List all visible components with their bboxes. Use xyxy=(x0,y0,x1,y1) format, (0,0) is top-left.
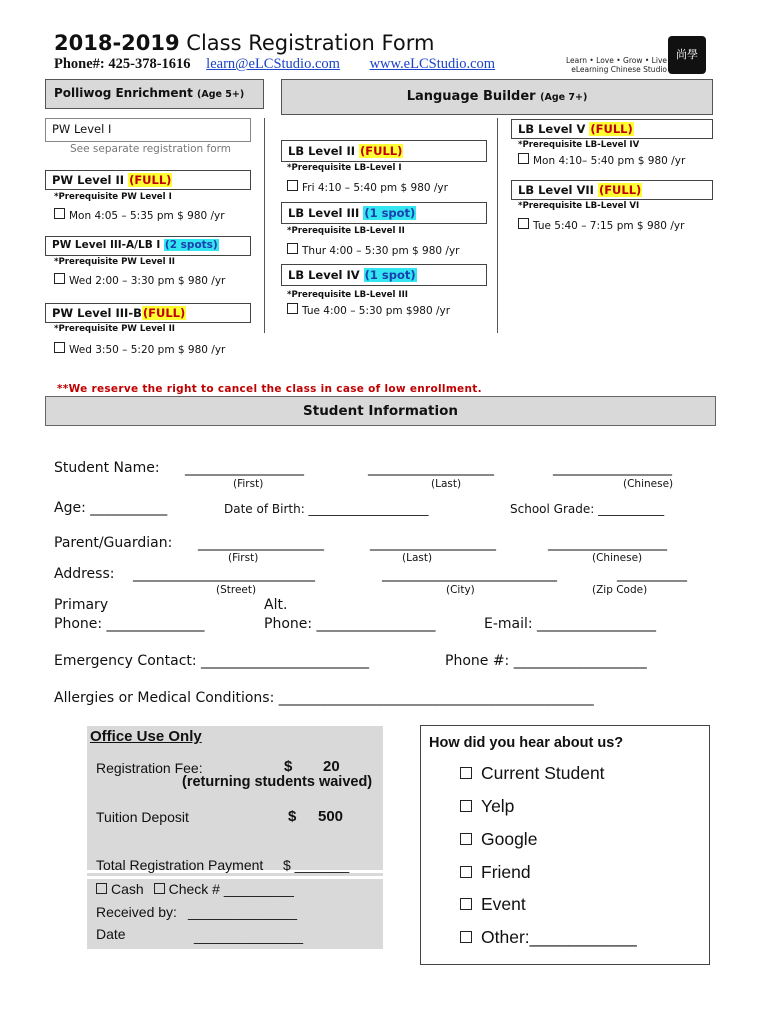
zip-field[interactable]: __________ xyxy=(617,566,687,582)
event-checkbox[interactable] xyxy=(460,898,472,910)
lb-level-2-name: LB Level II xyxy=(288,144,360,158)
pw-level-3b-schedule xyxy=(54,342,225,356)
lb-level-2-schedule xyxy=(287,180,448,194)
lb-level-2-status: (FULL) xyxy=(360,144,403,158)
zip-caption: (Zip Code) xyxy=(592,584,648,596)
pw-level-3b-checkbox[interactable] xyxy=(54,342,65,353)
lb-level-5-time: Mon 4:10– 5:40 pm $ 980 /yr xyxy=(533,155,686,167)
option-event[interactable] xyxy=(460,894,526,915)
option-yelp[interactable] xyxy=(460,796,514,817)
school-grade-field[interactable]: School Grade: ___________ xyxy=(510,502,665,516)
chinese-caption: (Chinese) xyxy=(623,478,674,490)
option-other[interactable] xyxy=(460,927,637,948)
pw-level-3b-name: PW Level III-B xyxy=(52,306,142,320)
pw-level-2-time: Mon 4:05 – 5:35 pm $ 980 /yr xyxy=(69,210,225,222)
lb-level-4-checkbox[interactable] xyxy=(287,303,298,314)
city-caption: (City) xyxy=(446,584,475,596)
website-link[interactable]: www.eLCStudio.com xyxy=(369,56,496,72)
registration-fee-value: 20 xyxy=(323,758,340,775)
google-label: Google xyxy=(481,829,538,849)
cash-label: Cash xyxy=(111,881,144,897)
lb-level-3-schedule xyxy=(287,243,460,257)
yelp-label: Yelp xyxy=(481,796,515,816)
polliwog-age: (Age 5+) xyxy=(197,89,245,100)
lb-level-3-prereq: *Prerequisite LB-Level II xyxy=(287,226,405,236)
lb-level-5-schedule xyxy=(518,153,685,167)
city-field[interactable]: _________________________ xyxy=(382,566,557,582)
pw-level-2-checkbox[interactable] xyxy=(54,208,65,219)
lb-title: Language Builder xyxy=(406,89,536,104)
title-year: 2018-2019 xyxy=(54,31,180,55)
pw-level-3b xyxy=(45,303,251,323)
lb-level-7-status: (FULL) xyxy=(598,183,642,197)
option-current-student[interactable] xyxy=(460,763,605,784)
lb-level-5 xyxy=(511,119,713,139)
date-label: Date xyxy=(96,926,126,942)
lb-level-4-schedule xyxy=(287,303,450,317)
pw-level-3a-schedule xyxy=(54,273,225,287)
column-divider-right xyxy=(497,118,498,333)
friend-label: Friend xyxy=(481,862,531,882)
polliwog-header xyxy=(45,79,264,109)
first-caption: (First) xyxy=(233,478,264,490)
lb-level-7-name: LB Level VII xyxy=(518,183,598,197)
phone-number: Phone#: 425-378-1616 xyxy=(54,56,191,72)
lb-level-2-checkbox[interactable] xyxy=(287,180,298,191)
total-payment-field[interactable]: $ _______ xyxy=(283,857,350,873)
alt-phone-label: Alt. xyxy=(264,597,288,613)
registration-fee-note: (returning students waived) xyxy=(182,774,373,790)
guardian-last-caption: (Last) xyxy=(402,552,433,564)
student-first-name-field[interactable]: _________________ xyxy=(185,460,304,476)
other-label[interactable]: Other:___________ xyxy=(481,927,637,947)
current-student-label: Current Student xyxy=(481,763,605,783)
other-checkbox[interactable] xyxy=(460,931,472,943)
yelp-checkbox[interactable] xyxy=(460,800,472,812)
form-title xyxy=(54,31,434,55)
received-by-label: Received by: xyxy=(96,904,177,920)
registration-fee-label: Registration Fee: xyxy=(96,760,203,776)
lb-level-4-name: LB Level IV xyxy=(288,268,364,282)
street-caption: (Street) xyxy=(216,584,257,596)
current-student-checkbox[interactable] xyxy=(460,767,472,779)
polliwog-title: Polliwog Enrichment xyxy=(54,86,193,100)
pw-level-3b-status: (FULL) xyxy=(142,306,186,320)
column-divider-left xyxy=(264,118,265,333)
pw-level-3a-time: Wed 2:00 – 3:30 pm $ 980 /yr xyxy=(69,275,226,287)
pw-level-2-schedule xyxy=(54,208,225,222)
pw-level-3a-name: PW Level III-A/LB I xyxy=(52,239,164,251)
tuition-deposit-currency: $ xyxy=(288,808,297,825)
guardian-first-caption: (First) xyxy=(228,552,259,564)
lb-level-3 xyxy=(281,202,487,224)
pw-level-3a-status: (2 spots) xyxy=(164,239,218,251)
pw-level-3a-checkbox[interactable] xyxy=(54,273,65,284)
pw-level-2-name: PW Level II xyxy=(52,173,129,187)
pw-level-3b-prereq: *Prerequisite PW Level II xyxy=(54,324,175,334)
pw-level-3a xyxy=(45,236,251,256)
lb-level-2 xyxy=(281,140,487,162)
tagline: Learn • Love • Grow • Live xyxy=(566,56,667,65)
option-google[interactable] xyxy=(460,829,537,850)
lb-level-4 xyxy=(281,264,487,286)
contact-line xyxy=(54,56,495,73)
lb-level-3-status: (1 spot) xyxy=(364,206,416,220)
age-field[interactable]: Age: ___________ xyxy=(54,500,168,516)
event-label: Event xyxy=(481,894,526,914)
office-divider-2 xyxy=(87,876,383,879)
lb-level-3-checkbox[interactable] xyxy=(287,243,298,254)
lb-level-4-time: Tue 4:00 – 5:30 pm $980 /yr xyxy=(302,305,451,317)
lb-level-3-time: Thur 4:00 – 5:30 pm $ 980 /yr xyxy=(302,245,460,257)
guardian-first-field[interactable]: __________________ xyxy=(198,535,324,551)
tuition-deposit-label: Tuition Deposit xyxy=(96,809,189,825)
google-checkbox[interactable] xyxy=(460,833,472,845)
total-payment-label: Total Registration Payment xyxy=(96,857,264,873)
guardian-chinese-field[interactable]: _________________ xyxy=(548,535,667,551)
primary-phone-label: Primary xyxy=(54,597,109,613)
lb-age: (Age 7+) xyxy=(540,92,588,103)
date-field[interactable]: ______________ xyxy=(194,928,304,944)
pw-level-2 xyxy=(45,170,251,190)
tuition-deposit-value: 500 xyxy=(318,808,344,825)
lb-level-7-time: Tue 5:40 – 7:15 pm $ 980 /yr xyxy=(533,220,685,232)
guardian-label: Parent/Guardian: xyxy=(54,535,173,551)
received-by-field[interactable]: ______________ xyxy=(188,904,298,920)
pw-level-1-name: PW Level I xyxy=(52,122,112,136)
check-number-field[interactable]: Check # _________ xyxy=(168,881,294,897)
allergies-field[interactable]: Allergies or Medical Conditions: _____________________________________________ xyxy=(54,690,594,706)
student-chinese-name-field[interactable]: _________________ xyxy=(553,460,672,476)
lb-level-7-schedule xyxy=(518,218,684,232)
check-checkbox[interactable] xyxy=(154,883,165,894)
email-link[interactable]: learn@eLCStudio.com xyxy=(206,56,340,72)
alt-phone-field[interactable]: Phone: _________________ xyxy=(264,616,436,632)
emergency-phone-field[interactable]: Phone #: ___________________ xyxy=(445,653,647,669)
lb-level-5-prereq: *Prerequisite LB-Level IV xyxy=(518,140,640,150)
last-caption: (Last) xyxy=(431,478,462,490)
lb-level-2-prereq: *Prerequisite LB-Level I xyxy=(287,163,402,173)
student-name-label: Student Name: xyxy=(54,460,160,476)
studio-logo: 尚學 xyxy=(668,36,706,74)
lb-level-4-status: (1 spot) xyxy=(364,268,416,282)
pw-level-1-note: See separate registration form xyxy=(70,143,232,155)
lb-level-2-time: Fri 4:10 – 5:40 pm $ 980 /yr xyxy=(302,182,448,194)
registration-fee-currency: $ xyxy=(284,758,293,775)
title-text: Class Registration Form xyxy=(179,31,435,55)
friend-checkbox[interactable] xyxy=(460,866,472,878)
lb-level-3-name: LB Level III xyxy=(288,206,364,220)
language-builder-header xyxy=(281,79,713,115)
lb-level-7 xyxy=(511,180,713,200)
office-use-heading: Office Use Only xyxy=(90,728,202,745)
option-friend[interactable] xyxy=(460,862,531,883)
studio-name: eLearning Chinese Studio xyxy=(571,65,667,74)
pw-level-3a-prereq: *Prerequisite PW Level II xyxy=(54,257,175,267)
guardian-last-field[interactable]: __________________ xyxy=(370,535,496,551)
pw-level-2-prereq: *Prerequisite PW Level I xyxy=(54,192,172,202)
pw-level-3b-time: Wed 3:50 – 5:20 pm $ 980 /yr xyxy=(69,344,226,356)
address-label: Address: xyxy=(54,566,115,582)
lb-level-4-prereq: *Prerequisite LB-Level III xyxy=(287,290,408,300)
street-field[interactable]: __________________________ xyxy=(133,566,315,582)
student-last-name-field[interactable]: __________________ xyxy=(368,460,494,476)
dob-field[interactable]: Date of Birth: ____________________ xyxy=(224,502,429,516)
referral-heading: How did you hear about us? xyxy=(429,735,624,751)
lb-level-7-checkbox[interactable] xyxy=(518,218,529,229)
studio-tagline xyxy=(557,56,667,74)
pw-level-1 xyxy=(45,118,251,142)
lb-level-5-status: (FULL) xyxy=(590,122,633,136)
lb-level-7-prereq: *Prerequisite LB-Level VI xyxy=(518,201,640,211)
email-field[interactable]: E-mail: _________________ xyxy=(484,616,657,632)
lb-level-5-checkbox[interactable] xyxy=(518,153,529,164)
primary-phone-field[interactable]: Phone: ______________ xyxy=(54,616,205,632)
student-info-heading: Student Information xyxy=(45,396,716,426)
pw-level-2-status: (FULL) xyxy=(129,173,172,187)
cash-checkbox[interactable] xyxy=(96,883,107,894)
guardian-chinese-caption: (Chinese) xyxy=(592,552,643,564)
payment-method xyxy=(96,881,294,897)
enrollment-notice: **We reserve the right to cancel the class in case of low enrollment. xyxy=(57,383,482,395)
emergency-contact-field[interactable]: Emergency Contact: ________________________ xyxy=(54,653,370,669)
lb-level-5-name: LB Level V xyxy=(518,122,590,136)
